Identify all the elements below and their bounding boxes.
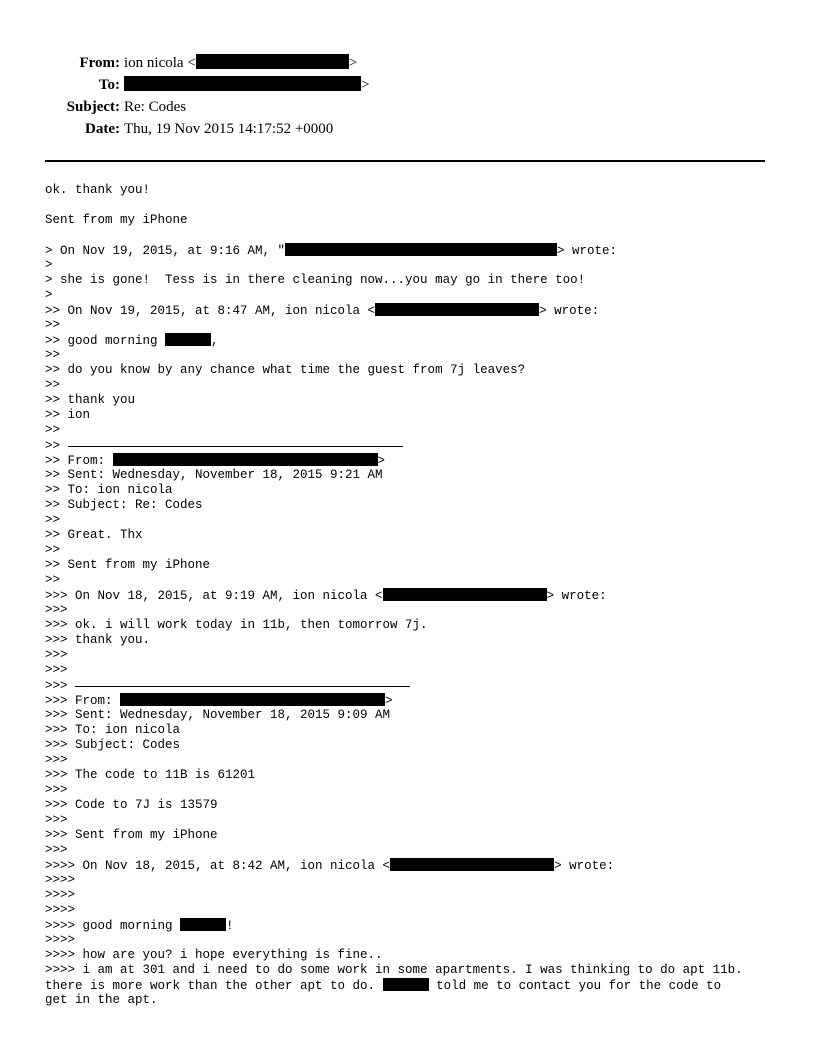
email-header [0, 52, 816, 140]
separator-line [75, 678, 410, 687]
email-body [45, 183, 805, 1008]
line-text: ! [226, 919, 234, 933]
redaction-block [285, 243, 557, 256]
body-line: >> [45, 573, 61, 587]
body-line [45, 243, 805, 258]
to-close: > [361, 77, 370, 93]
line-text: > [377, 454, 386, 468]
line-text: >> From: [45, 454, 113, 468]
body-line [45, 693, 805, 708]
body-line: Sent from my iPhone [45, 213, 188, 227]
redaction-block [180, 918, 226, 931]
body-line: >> do you know by any chance what time the guest from 7j leaves? [45, 363, 526, 377]
to-label: To: [98, 77, 120, 93]
body-line: > [45, 288, 53, 302]
subject-row [0, 96, 816, 118]
redaction-block [120, 693, 385, 706]
from-close: > [348, 55, 358, 71]
line-text: , [211, 334, 219, 348]
from-row [0, 52, 816, 74]
body-line [45, 453, 805, 468]
line-text: > wrote: [557, 244, 618, 258]
line-text: > wrote: [554, 859, 615, 873]
redaction-block [383, 588, 547, 601]
body-line: >> [45, 348, 61, 362]
body-line: >> [45, 513, 61, 527]
line-text: >>>> On Nov 18, 2015, at 8:42 AM, ion nicola < [45, 859, 391, 873]
body-line: > she is gone! Tess is in there cleaning now...you may go in there too! [45, 273, 586, 287]
blank-line [45, 228, 805, 243]
body-line: >> [45, 543, 61, 557]
line-text: there is more work than the other apt to do. [45, 979, 383, 993]
redaction-block [375, 303, 539, 316]
body-line: >>>> how are you? i hope everything is fine.. [45, 948, 383, 962]
body-line: >> [45, 423, 61, 437]
to-row [0, 74, 816, 96]
from-label: From: [79, 55, 120, 71]
date-row [0, 118, 816, 140]
body-line [45, 918, 805, 933]
body-line [45, 678, 805, 693]
body-line: >> Subject: Re: Codes [45, 498, 203, 512]
from-value [124, 52, 357, 74]
redaction-block [196, 54, 349, 69]
body-line: >>> [45, 813, 68, 827]
body-line: >>>> [45, 933, 76, 947]
body-line: get in the apt. [45, 993, 158, 1007]
to-value [124, 74, 369, 96]
subject-label: Subject: [66, 99, 120, 115]
body-line: >>>> [45, 903, 76, 917]
body-line: >>> Sent from my iPhone [45, 828, 218, 842]
body-line: >>> Subject: Codes [45, 738, 181, 752]
redaction-block [124, 76, 361, 91]
date-value: Thu, 19 Nov 2015 14:17:52 +0000 [124, 121, 334, 137]
body-line [45, 978, 805, 993]
redaction-block [113, 453, 378, 466]
body-line: >>>> [45, 888, 76, 902]
body-line: >> [45, 378, 61, 392]
body-line: >>> Sent: Wednesday, November 18, 2015 9:09 AM [45, 708, 391, 722]
body-line: > [45, 258, 53, 272]
body-line: >> Sent from my iPhone [45, 558, 211, 572]
line-text: > [385, 694, 393, 708]
date-label: Date: [85, 121, 120, 137]
body-line: >>> [45, 783, 68, 797]
body-line [45, 438, 805, 453]
line-text: >>>> good morning [45, 919, 181, 933]
body-line: >>> The code to 11B is 61201 [45, 768, 256, 782]
line-text: told me to contact you for the code to [428, 979, 722, 993]
header-divider [45, 160, 765, 162]
separator-line [68, 438, 403, 447]
line-text: >> On Nov 19, 2015, at 8:47 AM, ion nicola < [45, 304, 376, 318]
line-text: >> good morning [45, 334, 166, 348]
line-text: >>> On Nov 18, 2015, at 9:19 AM, ion nicola < [45, 589, 383, 603]
body-line: >>>> i am at 301 and i need to do some work in some apartments. I was thinking to do apt 11b. [45, 963, 743, 977]
body-line: >> [45, 318, 61, 332]
body-line [45, 588, 805, 603]
body-line: >>> [45, 753, 68, 767]
subject-value: Re: Codes [124, 99, 187, 115]
body-line: >>> [45, 843, 68, 857]
body-line: >>> thank you. [45, 633, 151, 647]
line-text: >>> From: [45, 694, 121, 708]
body-line: >> ion [45, 408, 91, 422]
body-line: >>> [45, 603, 68, 617]
body-line: >> To: ion nicola [45, 483, 173, 497]
line-text: > wrote: [539, 304, 600, 318]
body-line: >>> ok. i will work today in 11b, then tomorrow 7j. [45, 618, 428, 632]
line-text: >> [45, 439, 68, 453]
blank-line [45, 198, 805, 213]
body-line [45, 303, 805, 318]
body-line: >> Sent: Wednesday, November 18, 2015 9:21 AM [45, 468, 383, 482]
body-line: >>> [45, 663, 68, 677]
redaction-block [390, 858, 554, 871]
body-line: ok. thank you! [45, 183, 151, 197]
body-line [45, 333, 805, 348]
body-line: >> thank you [45, 393, 136, 407]
from-name: ion nicola < [124, 55, 196, 71]
body-line: >>> [45, 648, 68, 662]
line-text: >>> [45, 679, 76, 693]
body-line: >> Great. Thx [45, 528, 143, 542]
body-line [45, 858, 805, 873]
redaction-block [165, 333, 211, 346]
body-line: >>> Code to 7J is 13579 [45, 798, 218, 812]
body-line: >>> To: ion nicola [45, 723, 181, 737]
line-text: > On Nov 19, 2015, at 9:16 AM, " [45, 244, 286, 258]
body-line: >>>> [45, 873, 76, 887]
redaction-block [383, 978, 429, 991]
line-text: > wrote: [546, 589, 607, 603]
